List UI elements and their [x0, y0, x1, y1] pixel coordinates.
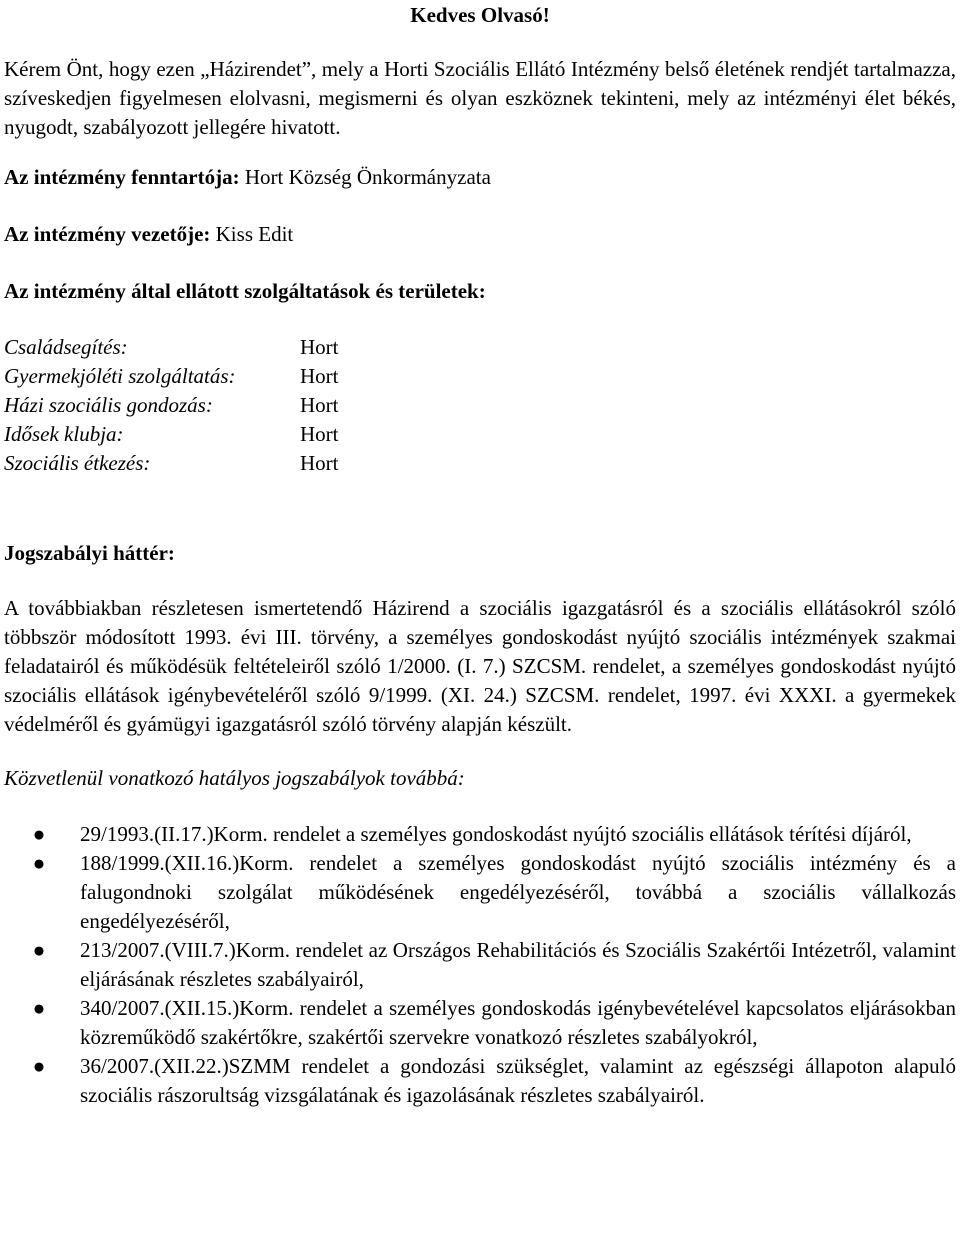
- service-row: [4, 449, 339, 478]
- greeting: Kedves Olvasó!: [410, 3, 550, 27]
- director-value: Kiss Edit: [210, 222, 294, 246]
- list-item-text: 340/2007.(XII.15.)Korm. rendelet a személyes gondoskodás igénybevételével kapcsolatos eljárásokban közreműködő szakértőkre, szakértői szervekre vonatkozó részletes szabályokról,: [80, 996, 956, 1049]
- bullet-icon: ●: [32, 1054, 46, 1078]
- list-item: [4, 994, 956, 1052]
- legal-subheading: Közvetlenül vonatkozó hatályos jogszabályok továbbá:: [4, 766, 465, 790]
- list-item-text: 36/2007.(XII.22.)SZMM rendelet a gondozási szükséglet, valamint az egészségi állapoton alapuló szociális rászorultság vizsgálatának és igazolásának részletes szabályairól.: [80, 1054, 956, 1107]
- maintainer-value: Hort Község Önkormányzata: [239, 165, 491, 189]
- service-name: Gyermekjóléti szolgáltatás:: [4, 364, 236, 388]
- services-heading: Az intézmény által ellátott szolgáltatások és területek:: [4, 279, 486, 303]
- legal-paragraph: A továbbiakban részletesen ismertetendő Házirend a szociális igazgatásról és a szociális ellátásokról szóló többször módosított 1993. évi III. törvény, a személyes gondoskodást nyújtó szociális intézmények szakmai feladatairól és működésük feltételeiről szóló 1/2000. (I. 7.) SZCSM. rendelet, a személyes gondoskodást nyújtó szociális ellátások igénybevételéről szóló 9/1999. (XI. 24.) SZCSM. rendelet, 1997. évi XXXI. a gyermekek védelméről és gyámügyi igazgatásról szóló törvény alapján készült.: [4, 596, 956, 736]
- service-place: Hort: [300, 364, 339, 388]
- law-list: [4, 820, 956, 1110]
- maintainer-label: Az intézmény fenntartója:: [4, 165, 240, 189]
- service-row: [4, 333, 339, 362]
- list-item-text: 29/1993.(II.17.)Korm. rendelet a személyes gondoskodást nyújtó szociális ellátások térítési díjáról,: [80, 822, 912, 846]
- service-name: Családsegítés:: [4, 335, 128, 359]
- bullet-icon: ●: [32, 822, 46, 846]
- service-place: Hort: [300, 335, 339, 359]
- service-place: Hort: [300, 422, 339, 446]
- services-table: [4, 333, 339, 478]
- service-row: [4, 420, 339, 449]
- document-page: [4, 0, 956, 1110]
- legal-heading: Jogszabályi háttér:: [4, 541, 175, 565]
- director-line: [4, 220, 956, 249]
- list-item: [4, 936, 956, 994]
- list-item-text: 213/2007.(VIII.7.)Korm. rendelet az Országos Rehabilitációs és Szociális Szakértői Intézetről, valamint eljárásának részletes szabályairól,: [80, 938, 956, 991]
- service-name: Idősek klubja:: [4, 422, 124, 446]
- service-place: Hort: [300, 393, 339, 417]
- bullet-icon: ●: [32, 938, 46, 962]
- service-name: Házi szociális gondozás:: [4, 393, 213, 417]
- service-name: Szociális étkezés:: [4, 451, 151, 475]
- service-row: [4, 391, 339, 420]
- intro-paragraph: Kérem Önt, hogy ezen „Házirendet”, mely a Horti Szociális Ellátó Intézmény belső életének rendjét tartalmazza, szíveskedjen figyelmesen elolvasni, megismerni és olyan eszköznek tekinteni, mely az intézményi élet békés, nyugodt, szabályozott jellegére hivatott.: [4, 57, 956, 139]
- director-label: Az intézmény vezetője:: [4, 222, 211, 246]
- list-item: [4, 849, 956, 936]
- bullet-icon: ●: [32, 851, 46, 875]
- list-item: [4, 820, 956, 849]
- service-row: [4, 362, 339, 391]
- list-item: [4, 1052, 956, 1110]
- bullet-icon: ●: [32, 996, 46, 1020]
- list-item-text: 188/1999.(XII.16.)Korm. rendelet a személyes gondoskodást nyújtó szociális intézmény és a falugondnoki szolgálat működésének engedélyezéséről, továbbá a szociális vállalkozás engedélyezéséről,: [80, 851, 956, 933]
- maintainer-line: [4, 163, 956, 192]
- service-place: Hort: [300, 451, 339, 475]
